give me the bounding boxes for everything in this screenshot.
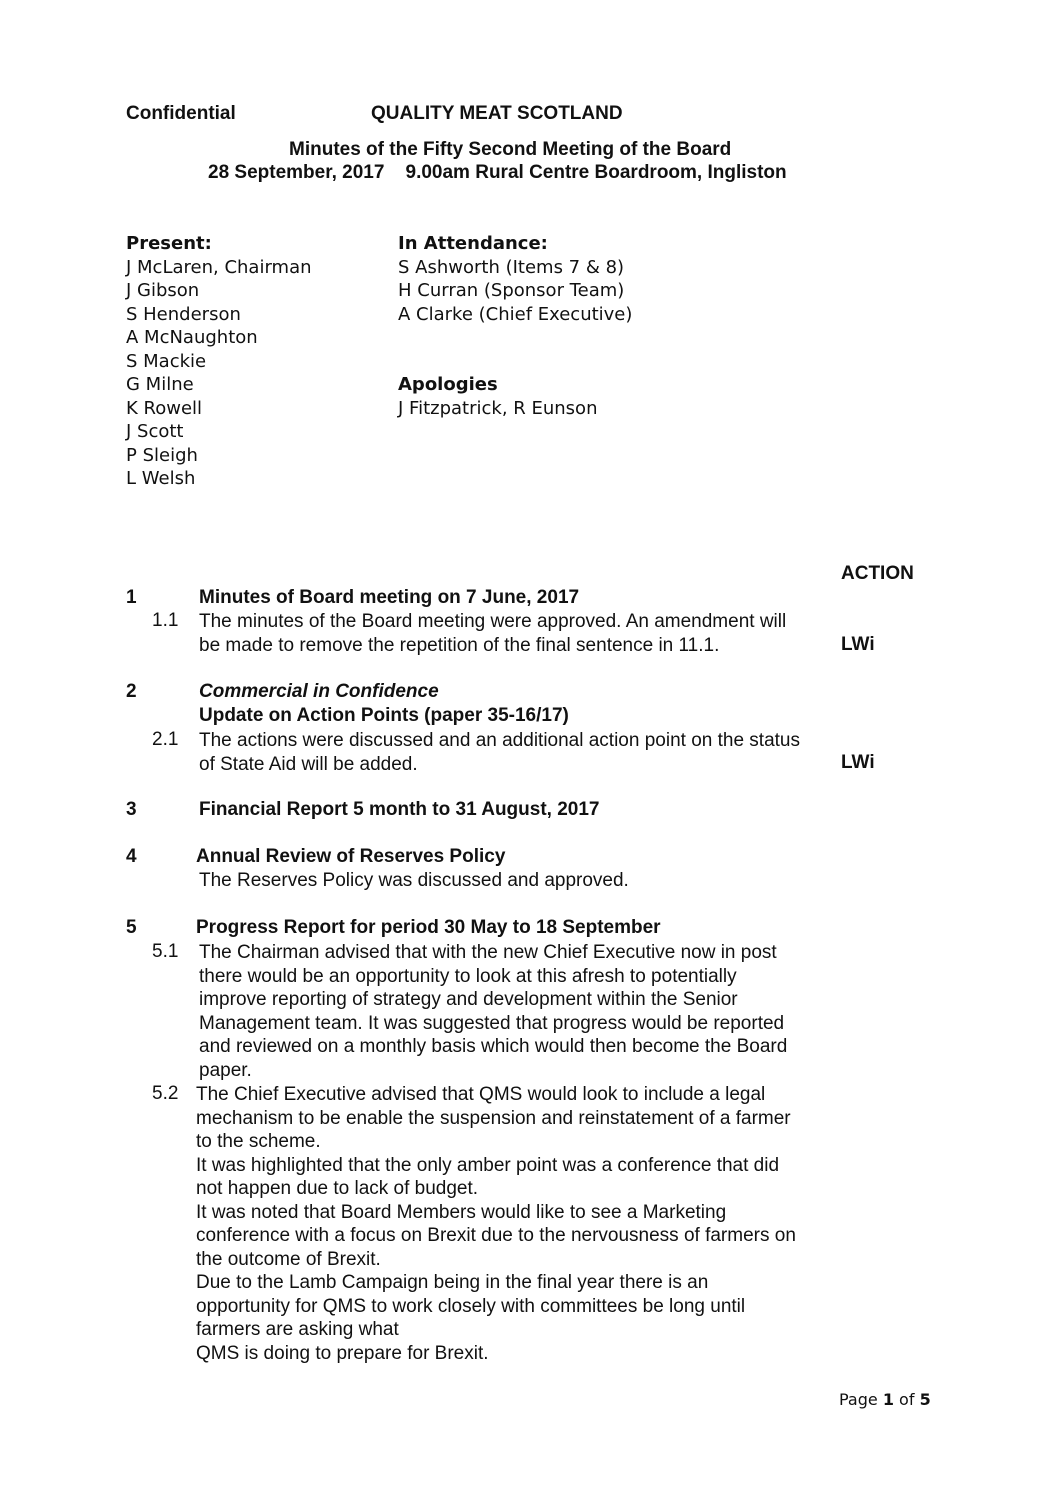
page-of: of: [893, 1390, 920, 1409]
text-line: The actions were discussed and an additional action point on the status: [199, 730, 800, 751]
subitem-number: 5.1: [152, 941, 179, 962]
attendance-name: H Curran (Sponsor Team): [398, 280, 625, 301]
text-line: the outcome of Brexit.: [196, 1248, 381, 1270]
text-line: farmers are asking what: [196, 1319, 399, 1340]
text-line: improve reporting of strategy and development within the Senior: [199, 989, 738, 1010]
present-section: [126, 232, 312, 491]
subitem-text: [199, 941, 787, 1082]
present-name: A McNaughton: [126, 327, 258, 348]
text-line: be made to remove the repetition of the final sentence in 11.1.: [199, 634, 720, 656]
attendance-section: [398, 232, 632, 326]
present-name: G Milne: [126, 374, 194, 395]
present-name: J McLaren, Chairman: [126, 256, 312, 278]
text-line: The Chairman advised that with the new Chief Executive now in post: [199, 942, 777, 963]
action-owner: LWi: [841, 634, 875, 655]
text-line: paper.: [199, 1059, 252, 1081]
document-title: Minutes of the Fifty Second Meeting of the Board: [289, 139, 732, 160]
page-current: 1: [882, 1390, 894, 1409]
action-owner: LWi: [841, 752, 875, 773]
page-prefix: Page: [839, 1390, 883, 1409]
text-line: Due to the Lamb Campaign being in the final year there is an: [196, 1272, 709, 1293]
confidential-label: Confidential: [126, 103, 236, 124]
subitem-number: 5.2: [152, 1083, 179, 1104]
text-line: Management team. It was suggested that progress would be reported: [199, 1012, 785, 1034]
item-number: 3: [126, 799, 137, 820]
present-name: L Welsh: [126, 468, 196, 489]
meeting-details: 28 September, 2017 9.00am Rural Centre Boardroom, Ingliston: [208, 162, 787, 183]
item-number: 1: [126, 587, 137, 608]
text-line: of State Aid will be added.: [199, 753, 418, 775]
text-line: to the scheme.: [196, 1131, 321, 1152]
action-column-header: ACTION: [841, 563, 914, 584]
organisation-name: QUALITY MEAT SCOTLAND: [371, 103, 623, 124]
subitem-text: [196, 1083, 796, 1365]
present-name: P Sleigh: [126, 444, 198, 466]
present-name: J Gibson: [126, 280, 200, 301]
apologies-heading: Apologies: [398, 374, 498, 395]
text-line: opportunity for QMS to work closely with committees be long until: [196, 1295, 746, 1317]
item-number: 4: [126, 846, 137, 867]
item-body: The Reserves Policy was discussed and approved.: [199, 870, 629, 891]
item-label: Commercial in Confidence: [199, 681, 439, 702]
present-name: S Mackie: [126, 350, 207, 372]
text-line: It was highlighted that the only amber point was a conference that did: [196, 1154, 780, 1176]
text-line: The minutes of the Board meeting were approved. An amendment will: [199, 611, 787, 632]
page-number: [839, 1390, 931, 1409]
subitem-text: [199, 729, 800, 776]
subitem-number: 2.1: [152, 729, 179, 750]
item-number: 5: [126, 917, 137, 938]
attendance-name: A Clarke (Chief Executive): [398, 303, 633, 325]
item-title: Progress Report for period 30 May to 18 September: [196, 917, 661, 938]
item-number: 2: [126, 681, 137, 702]
text-line: It was noted that Board Members would like to see a Marketing: [196, 1201, 727, 1223]
apologies-names: J Fitzpatrick, R Eunson: [398, 397, 598, 419]
text-line: there would be an opportunity to look at this afresh to potentially: [199, 965, 737, 987]
text-line: The Chief Executive advised that QMS would look to include a legal: [196, 1084, 766, 1105]
subitem-number: 1.1: [152, 610, 179, 631]
text-line: mechanism to be enable the suspension and reinstatement of a farmer: [196, 1107, 791, 1129]
item-title: Annual Review of Reserves Policy: [196, 846, 506, 867]
item-title: Financial Report 5 month to 31 August, 2017: [199, 799, 600, 820]
present-name: J Scott: [126, 421, 184, 442]
text-line: and reviewed on a monthly basis which would then become the Board: [199, 1036, 788, 1057]
page-total: 5: [919, 1390, 931, 1409]
present-name: K Rowell: [126, 397, 203, 419]
attendance-heading: In Attendance:: [398, 233, 548, 254]
present-name: S Henderson: [126, 303, 241, 325]
text-line: not happen due to lack of budget.: [196, 1178, 479, 1199]
text-line: QMS is doing to prepare for Brexit.: [196, 1342, 489, 1364]
subitem-text: [199, 610, 786, 657]
item-title: Minutes of Board meeting on 7 June, 2017: [199, 587, 580, 608]
present-heading: Present:: [126, 233, 212, 254]
attendance-name: S Ashworth (Items 7 & 8): [398, 256, 625, 278]
text-line: conference with a focus on Brexit due to the nervousness of farmers on: [196, 1225, 796, 1246]
item-title: Update on Action Points (paper 35-16/17): [199, 705, 569, 726]
apologies-section: [398, 373, 597, 420]
